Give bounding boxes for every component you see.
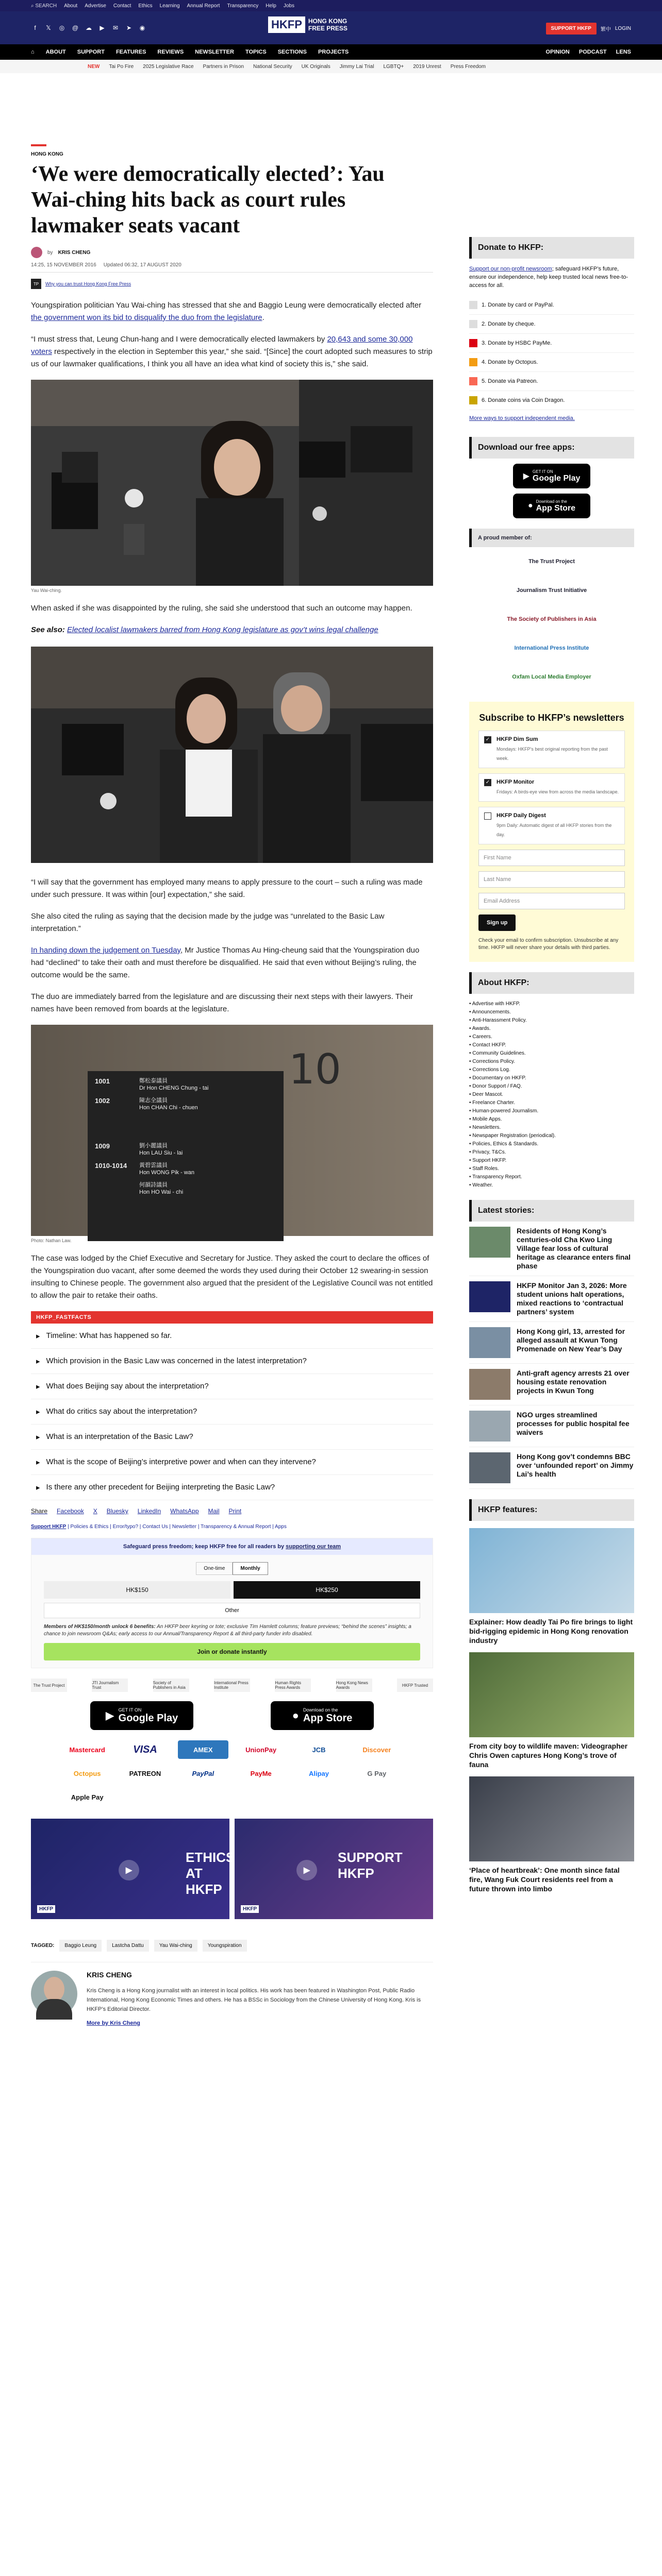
octopus-icon: Octopus [62, 1764, 112, 1783]
photo-caption: Yau Wai-ching. [31, 588, 62, 593]
trending-link[interactable]: LGBTQ+ [383, 63, 404, 70]
more-ways-link[interactable]: More ways to support independent media. [469, 415, 575, 421]
join-donate-button[interactable]: Join or donate instantly [44, 1643, 420, 1660]
tag[interactable]: Lastcha Dattu [107, 1940, 149, 1952]
support-team-link[interactable]: supporting our team [286, 1544, 341, 1550]
utility-link-jobs[interactable]: Jobs [283, 3, 294, 9]
badge[interactable]: Society of Publishers in Asia [153, 1679, 189, 1692]
new-label: NEW [88, 63, 100, 70]
login-link[interactable]: LOGIN [615, 26, 631, 31]
about-list [469, 994, 634, 1190]
threads-icon[interactable]: @ [72, 24, 79, 31]
about-link[interactable]: • Deer Mascot. [469, 1091, 634, 1099]
share-linkedin[interactable]: LinkedIn [137, 1507, 161, 1515]
nav-support[interactable]: SUPPORT [77, 49, 105, 55]
trending-link[interactable]: Tai Po Fire [109, 63, 134, 70]
about-link[interactable]: • Advertise with HKFP. [469, 1000, 634, 1008]
photo-press-conference [31, 647, 433, 863]
promo-logo: HKFP [241, 1905, 259, 1913]
chevron-right-icon: ▸ [36, 1458, 40, 1467]
site-logo[interactable] [268, 16, 347, 33]
newsletter-option[interactable]: HKFP Daily Digest 9pm Daily: Automatic digest of all HKFP stories from the day. [478, 807, 625, 844]
utility-link-help[interactable]: Help [266, 3, 276, 9]
app-store-buttons [31, 1701, 433, 1730]
paragraph: She also cited the ruling as saying that the decision made by the judge was “unrelated to the Basic Law interpretation.” [31, 912, 385, 933]
nav-sections[interactable]: SECTIONS [277, 49, 307, 55]
donate-method[interactable]: 2. Donate by cheque. [469, 315, 634, 334]
story-item[interactable]: Anti-graft agency arrests 21 over housing estate renovation projects in Kwun Tong [469, 1364, 634, 1405]
paypal-icon: PayPal [178, 1764, 228, 1783]
top-utility-bar [0, 0, 662, 11]
member-logo[interactable]: Oxfam Local Media Employer [512, 674, 591, 680]
badge[interactable]: The Trust Project [31, 1679, 67, 1692]
features-heading: HKFP features: [469, 1499, 634, 1521]
badge[interactable]: HKFP Trusted [397, 1679, 433, 1692]
about-link[interactable]: • Newsletters. [469, 1124, 634, 1132]
fastfact-item[interactable]: ▸ What is an interpretation of the Basic Law? [31, 1425, 433, 1450]
about-link[interactable]: • Freelance Charter. [469, 1099, 634, 1107]
paragraph: “I must stress that, Leung Chun-hang and I were democratically elected lawmakers by 20,643 and some 30,000 voters respectively in the election in September this year,” she said. “[Since] the court adopted such measures to strip us of our lawmaker qualifications, I think you all have an idea what kind of society this is,” she said. [31, 335, 433, 368]
brand-header [0, 11, 662, 44]
membership-heading: A proud member of: [469, 529, 634, 547]
trending-link[interactable]: 2025 Legislative Race [143, 63, 194, 70]
fastfact-item[interactable]: ▸ What do critics say about the interpretation? [31, 1399, 433, 1425]
badge[interactable]: Human Rights Press Awards [275, 1679, 311, 1692]
trending-link[interactable]: National Security [253, 63, 292, 70]
trending-link[interactable]: Partners in Prison [203, 63, 244, 70]
nav-features[interactable]: FEATURES [115, 49, 146, 55]
policies-link[interactable]: Policies & Ethics [70, 1524, 109, 1530]
about-link[interactable]: • Privacy, T&Cs. [469, 1148, 634, 1157]
story-thumbnail [469, 1452, 510, 1483]
latest-stories [469, 1200, 634, 1489]
trust-project-icon: TP [31, 279, 41, 289]
support-hkfp-button[interactable]: SUPPORT HKFP [546, 23, 597, 35]
google-play-button[interactable]: ▶ GET IT ON Google Play [513, 464, 590, 488]
nav-opinion[interactable]: OPINION [545, 49, 570, 55]
fastfact-item[interactable]: ▸ What does Beijing say about the interpretation? [31, 1374, 433, 1399]
article-title: ‘We were democratically elected’: Yau Wai-ching hits back as court rules lawmaker seats vacant [31, 162, 385, 238]
about-link[interactable]: • Documentary on HKFP. [469, 1074, 634, 1082]
feature-item[interactable]: From city boy to wildlife maven: Videographer Chris Owen captures Hong Kong’s trove of fauna [469, 1652, 634, 1769]
feature-image [469, 1776, 634, 1861]
newsletter-heading: Subscribe to HKFP’s newsletters [479, 713, 624, 723]
google-play-button[interactable]: ▶ GET IT ON Google Play [90, 1701, 193, 1730]
donation-widget [31, 1538, 433, 1668]
paragraph: “I will say that the government has employed many means to apply pressure to the court – such a ruling was made under such pressure. It was within [our] expectation,” she said. [31, 878, 423, 899]
x-icon[interactable]: 𝕏 [46, 24, 51, 31]
about-link[interactable]: • Human-powered Journalism. [469, 1107, 634, 1115]
tag[interactable]: Baggio Leung [59, 1940, 102, 1952]
nav-newsletter[interactable]: NEWSLETTER [195, 49, 234, 55]
updated-date: Updated 06:32, 17 AUGUST 2020 [103, 262, 181, 268]
photo-yau-wai-ching [31, 380, 433, 586]
share-bluesky[interactable]: Bluesky [106, 1507, 128, 1515]
fastfact-item[interactable]: ▸ Which provision in the Basic Law was concerned in the latest interpretation? [31, 1349, 433, 1374]
tag[interactable]: Youngspiration [203, 1940, 247, 1952]
utility-link-about[interactable]: About [64, 3, 78, 9]
checkbox-checked[interactable]: ✓ [484, 779, 491, 786]
nav-reviews[interactable]: REVIEWS [157, 49, 184, 55]
photo-name-board [31, 1025, 433, 1236]
telegram-icon[interactable]: ➤ [126, 24, 132, 31]
promo-title: ETHICS AT HKFP [186, 1850, 235, 1897]
search-icon: ⌕ [31, 3, 34, 9]
newsletter-option[interactable]: ✓ HKFP Monitor Fridays: A birds-eye view from across the media landscape. [478, 773, 625, 802]
checkbox-checked[interactable]: ✓ [484, 736, 491, 743]
newsletter-note: Check your email to confirm subscription. Unsubscribe at any time. HKFP will never share your details with third parties. [478, 938, 619, 951]
story-thumbnail [469, 1227, 510, 1258]
utility-link-ethics[interactable]: Ethics [138, 3, 153, 9]
newsletter-signup [469, 702, 634, 962]
one-time-option[interactable]: One-time [196, 1562, 233, 1575]
donate-widget [469, 237, 634, 427]
feature-item[interactable]: ‘Place of heartbreak’: One month since fatal fire, Wang Fuk Court residents reel from a future thrown into limbo [469, 1776, 634, 1893]
about-link[interactable]: • Donor Support / FAQ. [469, 1082, 634, 1091]
promo-logo: HKFP [37, 1905, 55, 1913]
chevron-right-icon: ▸ [36, 1433, 40, 1442]
story-thumbnail [469, 1327, 510, 1358]
about-link[interactable]: • Transparency Report. [469, 1173, 634, 1181]
trending-link[interactable]: Press Freedom [450, 63, 486, 70]
amount-option-selected[interactable]: HK$250 [234, 1581, 420, 1599]
badge[interactable]: JTI Journalism Trust [92, 1679, 128, 1692]
fastfact-item[interactable]: ▸ What is the scope of Beijing’s interpretive power and when can they intervene? [31, 1450, 433, 1475]
board-floor-number: 10 [289, 1045, 341, 1093]
donate-method[interactable]: 1. Donate by card or PayPal. [469, 296, 634, 315]
last-name-input[interactable]: Last Name [478, 871, 625, 888]
app-store-button[interactable]: ● Download on the App Store [513, 494, 590, 518]
article [31, 144, 433, 2027]
feature-image [469, 1652, 634, 1737]
badge[interactable]: International Press Institute [214, 1679, 250, 1692]
rss-icon[interactable]: ◉ [139, 24, 145, 31]
trending-link[interactable]: UK Originals [301, 63, 330, 70]
board-row: 1002 陳志全議員 Hon CHAN Chi - chuen [95, 1097, 198, 1111]
nav-lens[interactable]: LENS [616, 49, 631, 55]
paragraph: In handing down the judgement on Tuesday, Mr Justice Thomas Au Hing-cheung said that the Youngspiration duo had “declined” to take their oath and must therefore be disqualified. He said that even without Beijing’s ruling, the outcome would be the same. [31, 946, 420, 979]
email-input[interactable]: Email Address [478, 893, 625, 909]
youtube-icon[interactable]: ▶ [100, 24, 105, 31]
payme-icon: PayMe [236, 1764, 286, 1783]
unionpay-icon: UnionPay [236, 1740, 286, 1759]
apps-heading: Download our free apps: [469, 437, 634, 459]
story-thumbnail [469, 1281, 510, 1312]
chevron-right-icon: ▸ [36, 1357, 40, 1366]
trending-link[interactable]: Jimmy Lai Trial [339, 63, 374, 70]
story-item[interactable]: Hong Kong girl, 13, arrested for alleged assault at Kwun Tong Promenade on New Year’s Day [469, 1322, 634, 1364]
member-logo[interactable]: Journalism Trust Initiative [516, 587, 587, 594]
google-play-icon: ▶ [105, 1709, 114, 1722]
chevron-right-icon: ▸ [36, 1382, 40, 1391]
chevron-right-icon: ▸ [36, 1483, 40, 1492]
support-hkfp-link[interactable]: Support HKFP [31, 1524, 67, 1530]
donation-banner: Safeguard press freedom; keep HKFP free for all readers by supporting our team [31, 1538, 433, 1555]
paragraph: When asked if she was disappointed by the ruling, she said she understood that such an outcome may happen. [31, 604, 412, 613]
payment-methods [31, 1740, 433, 1806]
story-item[interactable]: NGO urges streamlined processes for public hospital fee waivers [469, 1405, 634, 1447]
utility-link-annual-report[interactable]: Annual Report [187, 3, 220, 9]
name-board [88, 1071, 284, 1241]
section-accent [31, 144, 46, 146]
contact-link[interactable]: Contact Us [142, 1524, 168, 1530]
visa-icon: VISA [120, 1740, 170, 1759]
about-link[interactable]: • Corrections Policy. [469, 1058, 634, 1066]
about-link[interactable]: • Announcements. [469, 1008, 634, 1016]
fastfacts-header: HKFP_FASTFACTS [31, 1311, 433, 1324]
discover-icon: Discover [352, 1740, 402, 1759]
about-link[interactable]: • Contact HKFP. [469, 1041, 634, 1049]
see-also [31, 624, 433, 636]
search-link[interactable]: ⌕ SEARCH [31, 3, 57, 9]
nav-home-icon[interactable]: ⌂ [31, 49, 35, 55]
ethics-video[interactable] [31, 1819, 235, 1919]
trust-notice[interactable] [31, 279, 433, 289]
signup-button[interactable]: Sign up [478, 914, 516, 931]
newsletter-link[interactable]: Newsletter [172, 1524, 197, 1530]
play-icon[interactable]: ▶ [296, 1860, 317, 1880]
app-store-button[interactable]: ● Download on the App Store [271, 1701, 374, 1730]
inline-link[interactable]: 20,643 and some 30,000 voters [31, 335, 413, 356]
apple-icon: ● [527, 501, 533, 510]
inline-link[interactable]: In handing down the judgement on Tuesday [31, 946, 180, 955]
newsletter-option[interactable]: ✓ HKFP Dim Sum Mondays: HKFP’s best original reporting from the past week. [478, 731, 625, 768]
donate-intro: Support our non-profit newsroom; safeguard HKFP’s future, ensure our independence, help keep trusted local news free-to-access for all. [469, 266, 628, 289]
coin-icon [469, 396, 477, 404]
see-also-label: See also: [31, 625, 65, 634]
nav-projects[interactable]: PROJECTS [318, 49, 349, 55]
facebook-icon[interactable]: f [34, 24, 36, 31]
mastercard-icon: Mastercard [62, 1740, 112, 1759]
applepay-icon: Apple Pay [62, 1788, 112, 1806]
story-item[interactable]: HKFP Monitor Jan 3, 2026: More student unions halt operations, mixed reactions to ‘contractual partners’ system [469, 1276, 634, 1322]
apple-icon: ● [292, 1709, 299, 1722]
fastfact-item[interactable]: ▸ Timeline: What has happened so far. [31, 1324, 433, 1349]
share-whatsapp[interactable]: WhatsApp [170, 1507, 199, 1515]
author-link[interactable]: KRIS CHENG [58, 249, 91, 256]
language-switch[interactable]: 繁中 [600, 27, 611, 32]
more-by-author-link[interactable]: More by Kris Cheng [87, 2020, 140, 2026]
dates [31, 262, 433, 268]
octopus-icon [469, 358, 477, 366]
about-heading: About HKFP: [469, 972, 634, 994]
amex-icon: AMEX [178, 1740, 228, 1759]
utility-link-transparency[interactable]: Transparency [227, 3, 259, 9]
share-x[interactable]: X [93, 1507, 97, 1515]
photo-yau-holding-paper [31, 647, 433, 863]
author-avatar[interactable] [31, 247, 42, 258]
trending-link[interactable]: 2019 Unrest [413, 63, 441, 70]
share-bar [31, 1507, 433, 1515]
byline [31, 247, 433, 258]
fastfacts-box [31, 1311, 433, 1500]
author-box [31, 1962, 433, 2027]
badge[interactable]: Hong Kong News Awards [336, 1679, 372, 1692]
story-item[interactable]: Hong Kong gov’t condemns BBC over ‘unfounded report’ on Jimmy Lai’s health [469, 1447, 634, 1489]
checkbox-unchecked[interactable] [484, 812, 491, 820]
support-links: Support HKFP | Policies & Ethics | Error/typo? | Contact Us | Newsletter | Transparency & Annual Report | Apps [31, 1524, 287, 1530]
author-bio: Kris Cheng is a Hong Kong journalist with an interest in local politics. His work has been featured in Washington Post, Public Radio International, Hong Kong Economic Times and others. He has a BSSc in Sociology from the Chinese University of Hong Kong. Kris is HKFP’s Editorial Director. [87, 1988, 421, 2012]
chevron-right-icon: ▸ [36, 1332, 40, 1341]
story-thumbnail [469, 1369, 510, 1400]
about-widget [469, 972, 634, 1190]
about-link[interactable]: • Support HKFP. [469, 1157, 634, 1165]
nav-topics[interactable]: TOPICS [245, 49, 267, 55]
story-item[interactable]: Residents of Hong Kong’s centuries-old Cha Kwo Ling Village fear loss of cultural heritage as clearance enters final phase [469, 1222, 634, 1276]
latest-heading: Latest stories: [469, 1200, 634, 1222]
features-widget [469, 1499, 634, 1893]
donate-methods [469, 296, 634, 410]
instagram-icon[interactable]: ◎ [59, 24, 65, 31]
transparency-link[interactable]: Transparency & Annual Report [201, 1524, 271, 1530]
nav-podcast[interactable]: PODCAST [578, 49, 607, 55]
first-name-input[interactable]: First Name [478, 850, 625, 866]
share-label: Share [31, 1507, 48, 1515]
error-link[interactable]: Error/typo? [112, 1524, 139, 1530]
gpay-icon: G Pay [352, 1764, 402, 1783]
nav-about[interactable]: ABOUT [45, 49, 66, 55]
about-link[interactable]: • Careers. [469, 1033, 634, 1041]
about-link[interactable]: • Newspaper Registration (periodical). [469, 1132, 634, 1140]
trending-nav [0, 60, 662, 73]
donate-method[interactable]: 6. Donate coins via Coin Dragon. [469, 391, 634, 410]
donate-method[interactable]: 5. Donate via Patreon. [469, 372, 634, 391]
membership-widget [469, 529, 634, 691]
accreditation-badges [31, 1679, 433, 1692]
fastfact-item[interactable]: ▸ Is there any other precedent for Beijing interpreting the Basic Law? [31, 1475, 433, 1500]
about-link[interactable]: • Anti-Harassment Policy. [469, 1016, 634, 1025]
share-mail[interactable]: Mail [208, 1507, 220, 1515]
mail-icon[interactable]: ✉ [112, 24, 119, 31]
utility-link-contact[interactable]: Contact [113, 3, 131, 9]
paragraph: Youngspiration politician Yau Wai-ching has stressed that she and Baggio Leung were democratically elected after the government won its bid to disqualify the duo from the legislature. [31, 301, 422, 322]
utility-link-learning[interactable]: Learning [159, 3, 180, 9]
about-link[interactable]: • Staff Roles. [469, 1165, 634, 1173]
feature-image [469, 1528, 634, 1613]
utility-link-advertise[interactable]: Advertise [85, 3, 106, 9]
story-thumbnail [469, 1411, 510, 1442]
donate-heading: Donate to HKFP: [469, 237, 634, 259]
donate-method[interactable]: 3. Donate by HSBC PayMe. [469, 334, 634, 353]
about-link[interactable]: • Policies, Ethics & Standards. [469, 1140, 634, 1148]
about-link[interactable]: • Mobile Apps. [469, 1115, 634, 1124]
jcb-icon: JCB [293, 1740, 344, 1759]
logo-line-1: HONG KONG [308, 18, 347, 25]
board-row: 1010-1014 黃碧雲議員 Hon WONG Pik - wan [95, 1162, 194, 1176]
donate-intro-link[interactable]: Support our non-profit newsroom [469, 266, 552, 272]
monthly-option[interactable]: Monthly [233, 1562, 268, 1575]
section-label[interactable]: HONG KONG [31, 151, 63, 157]
share-facebook[interactable]: Facebook [57, 1507, 84, 1515]
google-play-icon: ▶ [523, 472, 529, 481]
tag[interactable]: Yau Wai-ching [154, 1940, 197, 1952]
about-link[interactable]: • Community Guidelines. [469, 1049, 634, 1058]
member-logo[interactable]: International Press Institute [514, 645, 589, 651]
patreon-icon [469, 377, 477, 385]
divider [31, 272, 433, 273]
author-name[interactable]: KRIS CHENG [87, 1971, 132, 1979]
member-logo[interactable]: The Society of Publishers in Asia [507, 616, 597, 622]
tagged-label: TAGGED: [31, 1943, 55, 1948]
alipay-icon: Alipay [293, 1764, 344, 1783]
tag-list [31, 1940, 433, 1952]
chevron-right-icon: ▸ [36, 1408, 40, 1416]
logo-mark: HKFP [268, 16, 305, 33]
byline-by: by [47, 249, 53, 256]
frequency-toggle [39, 1562, 425, 1575]
photo-caption: Photo: Nathan Law. [31, 1238, 72, 1243]
about-link[interactable]: • Awards. [469, 1025, 634, 1033]
about-link[interactable]: • Corrections Log. [469, 1066, 634, 1074]
see-also-link[interactable]: Elected localist lawmakers barred from Hong Kong legislature as gov’t wins legal challenge [67, 625, 378, 634]
paragraph: The duo are immediately barred from the legislature and are discussing their next steps with their lawyers. Their names have been removed from boards at the legislature. [31, 992, 413, 1013]
promo-videos [31, 1819, 433, 1919]
sidebar [469, 237, 634, 1904]
board-row: 1009 劉小麗議員 Hon LAU Siu - lai [95, 1142, 183, 1156]
bluesky-icon[interactable]: ☁ [86, 24, 92, 31]
logo-line-2: FREE PRESS [308, 25, 347, 32]
other-amount-input[interactable]: Other [44, 1603, 420, 1618]
author-photo[interactable] [31, 1971, 77, 2017]
amount-options [39, 1581, 425, 1599]
board-row: 1001 鄭松泰議員 Dr Hon CHENG Chung - tai [95, 1077, 209, 1091]
photo-press-scrum [31, 380, 433, 586]
amount-option[interactable]: HK$150 [44, 1581, 230, 1599]
board-row: 何韻詩議員 Hon HO Wai - chi [139, 1182, 184, 1195]
play-icon[interactable]: ▶ [119, 1860, 139, 1880]
apps-link[interactable]: Apps [275, 1524, 287, 1530]
patreon-icon: PATREON [120, 1764, 170, 1783]
promo-title: SUPPORT HKFP [338, 1850, 403, 1881]
cheque-icon [469, 320, 477, 328]
paragraph: The case was lodged by the Chief Executive and Secretary for Justice. They asked the court to declare the offices of the Youngspiration duo vacant, after some deemed the words they used during their October 12 swearing-in session insulting to Chinese people. The government also argued that the president of the Legislative Council was not entitled to allow the pair to retake their oaths. [31, 1254, 433, 1300]
inline-link[interactable]: the government won its bid to disqualify the duo from the legislature [31, 313, 262, 322]
publish-date: 14:25, 15 NOVEMBER 2016 [31, 262, 96, 268]
share-print[interactable]: Print [228, 1507, 242, 1515]
support-video[interactable] [235, 1819, 433, 1919]
apps-widget [469, 437, 634, 518]
payme-icon [469, 339, 477, 347]
feature-item[interactable]: Explainer: How deadly Tai Po fire brings to light bid-rigging epidemic in Hong Kong renovation industry [469, 1528, 634, 1645]
donate-method[interactable]: 4. Donate by Octopus. [469, 353, 634, 372]
card-icon [469, 301, 477, 309]
trust-link[interactable]: Why you can trust Hong Kong Free Press [45, 281, 131, 286]
member-benefits: Members of HK$150/month unlock 6 benefits: An HKFP beer keyring or tote; exclusive Tim Hamlett columns; feature previews; “behind the scenes” insights; a chance to join newsroom Q&As; early access to our Annual/Transparency Report & all third-party funder info disabled. [44, 1624, 411, 1637]
member-logo[interactable]: The Trust Project [528, 558, 575, 565]
about-link[interactable]: • Weather. [469, 1181, 634, 1190]
main-nav [0, 44, 662, 60]
